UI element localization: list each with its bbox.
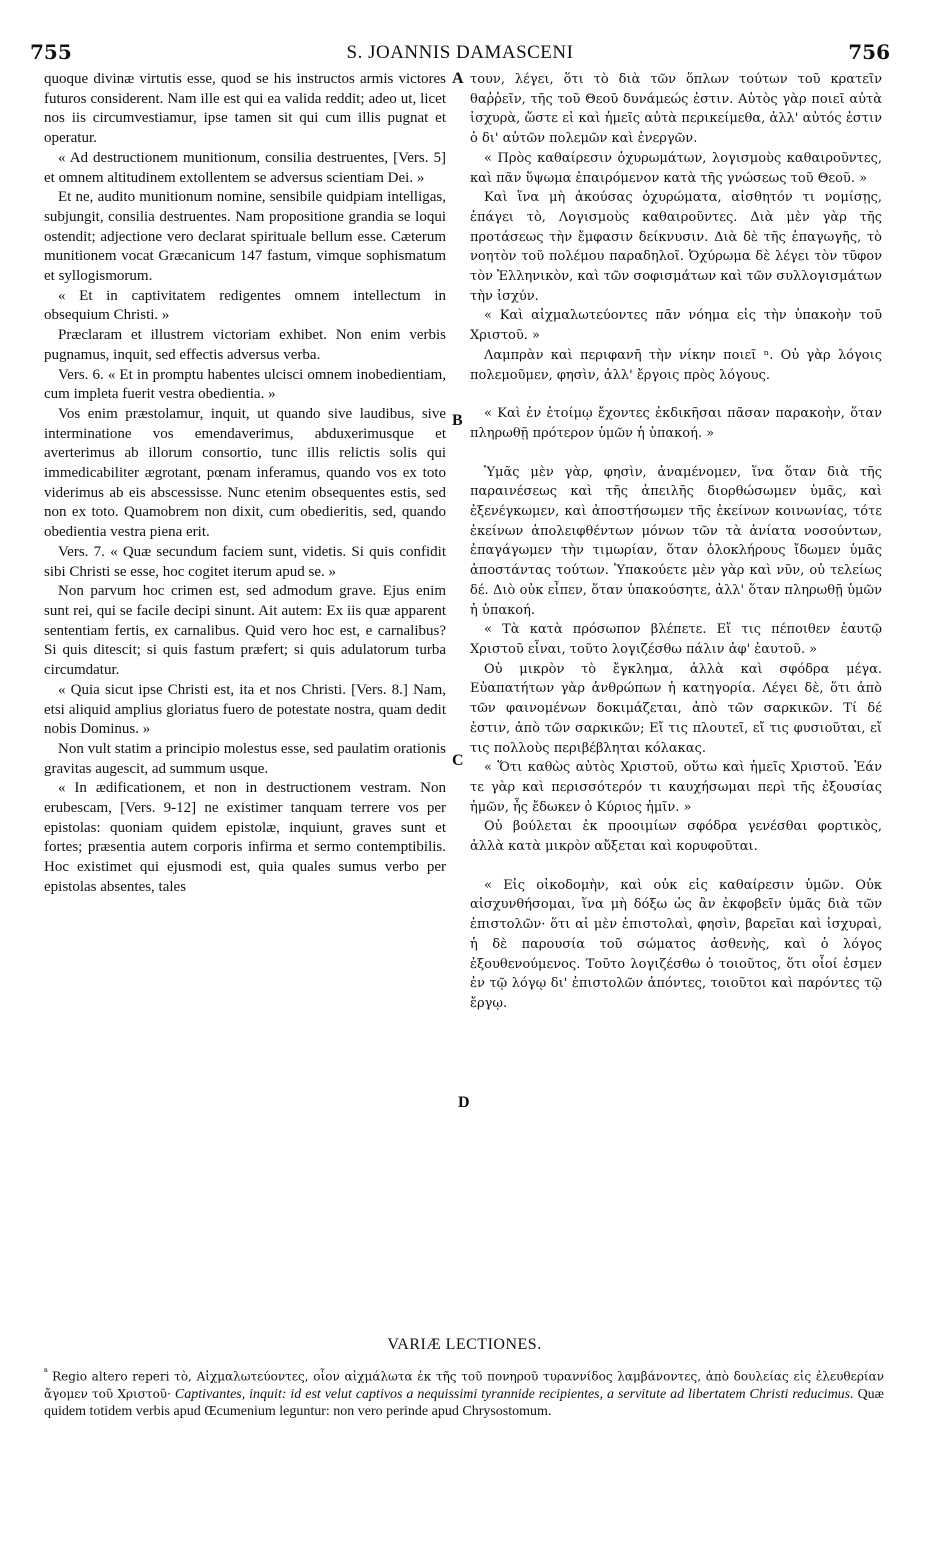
margin-marker-b: B xyxy=(452,412,463,429)
latin-paragraph: Non vult statim a principio molestus esse, sed paulatim orationis gravitas augescit, ad summum usque. xyxy=(44,740,446,777)
footnote-closing-text: Quæ quidem totidem verbis apud Œcumenium leguntur: non vero perinde apud Chrysostomum. xyxy=(44,1386,885,1419)
latin-paragraph: « In ædificationem, et non in destructionem vestram. Non erubescam, [Vers. 9-12] ne existimer tanquam terrere vos per epistolas: quoniam quidem epistolæ, inquiunt, graves sunt et fortes; præsentia autem corporis infirma et sermo contemptibilis. Hoc existimet qui ejusmodi est, quia quales sumus verbo per epistolas absentes, tales xyxy=(44,780,446,895)
running-title: S. JOANNIS DAMASCENI xyxy=(346,42,574,63)
latin-paragraph: Præclaram et illustrem victoriam exhibet. Non enim verbis pugnamus, inquit, sed effectis adversus verba. xyxy=(44,327,446,363)
greek-paragraph: « Καὶ ἐν ἑτοίμῳ ἔχοντες ἐκδικῆσαι πᾶσαν παρακοὴν, ὅταν πληρωθῇ πρότερον ὑμῶν ἡ ὑπακοή. » xyxy=(470,406,882,441)
latin-paragraph: « Et in captivitatem redigentes omnem intellectum in obsequium Christi. » xyxy=(44,287,446,324)
greek-paragraph: τουν, λέγει, ὅτι τὸ διὰ τῶν ὅπλων τούτων τοῦ κρατεῖν θαῤῥεῖν, τῆς τοῦ Θεοῦ δυνάμεώς ἐστιν. Αὐτὸς γὰρ ποιεῖ αὐτὰ ἰσχυρὰ, ὥστε εἰ καὶ ἡμεῖς αὐτὰ περικείμεθα, ἀλλ' αὐτός ἐστιν ὁ δι' αὐτῶν πολεμῶν καὶ ἐνεργῶν. xyxy=(470,72,882,147)
greek-paragraph: « Τὰ κατὰ πρόσωπον βλέπετε. Εἴ τις πέποιθεν ἑαυτῷ Χριστοῦ εἶναι, τοῦτο λογιζέσθω πάλιν ἀφ' ἑαυτοῦ. » xyxy=(470,622,882,657)
right-page-number: 756 xyxy=(848,40,890,64)
greek-paragraph: Οὐ μικρὸν τὸ ἔγκλημα, ἀλλὰ καὶ σφόδρα μέγα. Εὐαπατήτων γὰρ ἀνθρώπων ἡ κατηγορία. Λέγει δὲ, ὅτι ἀπὸ τῶν φαινομένων δοκιμάζεται, ἀπὸ τῶν σαρκικῶν. Τί δέ ἐστιν, ἀπὸ τῶν σαρκικῶν; Εἴ τις πλουτεῖ, εἴ τις φυσιοῦται, εἴ τις πολλοὺς περιβέβληται κόλακας. xyxy=(470,661,882,756)
greek-paragraph: « Πρὸς καθαίρεσιν ὀχυρωμάτων, λογισμοὺς καθαιροῦντες, καὶ πᾶν ὕψωμα ἐπαιρόμενον κατὰ τῆς γνώσεως τοῦ Θεοῦ. » xyxy=(470,150,882,186)
latin-column xyxy=(44,70,446,1325)
latin-paragraph: Vers. 6. « Et in promptu habentes ulcisci omnem inobedientiam, cum impleta fuerit vestra obedientia. » xyxy=(44,366,446,403)
margin-marker-d: D xyxy=(458,1094,470,1111)
greek-paragraph: Καὶ ἵνα μὴ ἀκούσας ὀχυρώματα, αἰσθητόν τι νομίσῃς, ἐπάγει τὸ, Λογισμοὺς καθαιροῦντες. Διὰ μὲν γὰρ τῆς προτάσεως τὴν ἔμφασιν δείκνυσιν. Διὰ δὲ τῆς ἐπαγωγῆς, τὸ νοητὸν τοῦ πολέμου παραδηλοῖ. Ὀχύρωμα δὲ λέγει τὸν τῦφον τὸν Ἑλληνικὸν, καὶ τῶν σοφισμάτων καὶ τῶν συλλογισμάτων τὴν ἰσχύν. xyxy=(470,190,882,304)
greek-paragraph: « Καὶ αἰχμαλωτεύοντες πᾶν νόημα εἰς τὴν ὑπακοὴν τοῦ Χριστοῦ. » xyxy=(470,308,882,344)
footnote-latin-italic: Captivantes, inquit: id est velut captivos a nequissimi tyrannide recipientes, a servitute ad libertatem Christi reducimus. xyxy=(174,1386,854,1402)
latin-paragraph: « Quia sicut ipse Christi est, ita et nos Christi. [Vers. 8.] Nam, etsi aliquid amplius gloriatus fuero de potestate nostra, quam dedit nobis Dominus. » xyxy=(44,681,446,738)
greek-paragraph: « Εἰς οἰκοδομὴν, καὶ οὐκ εἰς καθαίρεσιν ὑμῶν. Οὐκ αἰσχυνθήσομαι, ἵνα μὴ δόξω ὡς ἂν ἐκφοβεῖν ὑμᾶς διὰ τῶν ἐπιστολῶν· ὅτι αἱ μὲν ἐπιστολαὶ, φησὶν, βαρεῖαι καὶ ἰσχυραὶ, ἡ δὲ παρουσία τοῦ σώματος ἀσθενὴς, καὶ ὁ λόγος ἐξουθενούμενος. Τοῦτο λογιζέσθω ὁ τοιοῦτος, ὅτι οἷοί ἐσμεν ἐν τῷ λόγῳ δι' ἐπιστολῶν ἀπόντες, τοιοῦτοι καὶ παρόντες τῷ ἔργῳ. xyxy=(470,877,882,1011)
latin-paragraph: Non parvum hoc crimen est, sed admodum grave. Ejus enim sunt rei, qui se facile decipi sinunt. Ait autem: Ex iis quæ apparent sententiam fertis, ex carnalibus. Quid vero hoc est, e carnalibus? Si quis ditescit; si quis fastum præfert; si quis adulatorum turba circumdatur. xyxy=(44,583,446,679)
footnote xyxy=(44,1363,884,1420)
latin-paragraph: Vos enim præstolamur, inquit, ut quando sive laudibus, sive interminatione vos emendaverimus, abduxerimusque et averterimus ab illorum consortio, tunc illis relictis solis qui immedicabiliter ægrotant, pœnam inferamus, quando vos ex toto viderimus ab eis abscessisse. Nunc etenim obsequentes estis, sed non ex toto. Quamobrem non dixit, cum obedieritis, sed, quando obedientia vestra piena erit. xyxy=(44,405,446,541)
latin-paragraph: Et ne, audito munitionum nomine, sensibile quidpiam intelligas, subjungit, consilia destruentes. Nam propositione grandia se loqui ostendit; adjectione vero declarat spirituale bellum esse. Cæterum munitionem vocat Græcanicum 147 fastum, vimque sophismatum et syllogismorum. xyxy=(44,189,446,285)
greek-paragraph: Λαμπρὰν καὶ περιφανῆ τὴν νίκην ποιεῖ ⁿ. Οὐ γὰρ λόγοις πολεμοῦμεν, φησὶν, ἀλλ' ἔργοις πρὸς λόγους. xyxy=(470,347,882,383)
greek-paragraph: Ὑμᾶς μὲν γὰρ, φησὶν, ἀναμένομεν, ἵνα ὅταν διὰ τῆς παραινέσεως καὶ τῆς ἀπειλῆς διορθώσωμεν ὑμᾶς, καὶ ἐξενέγκωμεν, καὶ ἀποστήσωμεν τῆς ἐκείνων κοινωνίας, τότε ἐκείνων ἀπολειφθέντων μόνων τῶν τὰ ἀνίατα νοσούντων, ἐπαγάγωμεν τὴν τιμωρίαν, ὅταν ὁλοκλήρους ἴδωμεν ὑμᾶς ἀποστάντας τούτων. Ὑπακούετε μὲν γὰρ καὶ νῦν, οὐ τελείως δέ. Διὸ οὐκ εἶπεν, ὅταν ὑπακούσητε, ἀλλ' ὅταν πληρωθῇ ὑμῶν ἡ ὑπακοή. xyxy=(470,464,882,618)
margin-marker-c: C xyxy=(452,752,464,769)
latin-paragraph: Vers. 7. « Quæ secundum faciem sunt, videtis. Si quis confidit sibi Christi se esse, hoc cogitet iterum apud se. » xyxy=(44,543,446,580)
latin-paragraph: quoque divinæ virtutis esse, quod se his instructos armis victores futuros considerent. Nam ille est qui ea valida reddit; adeo ut, licet nos iis circumvestiamur, ipse tamen sit qui cum illis pugnat et operatur. xyxy=(44,71,446,147)
footnote-mark: ⁿ xyxy=(44,1365,48,1378)
running-header xyxy=(30,40,890,70)
latin-paragraph: « Ad destructionem munitionum, consilia destruentes, [Vers. 5] et omnem altitudinem extollentem se adversus scientiam Dei. » xyxy=(44,149,446,186)
footnote-greek-text: Regio altero reperi τὸ, Αἰχμαλωτεύοντες, οἷον αἰχμάλωτα ἐκ τῆς τοῦ πονηροῦ τυραννίδος λαμβάνοντες, ἀπὸ δουλείας εἰς ἐλευθερίαν ἄγομεν τοῦ Χριστοῦ· xyxy=(44,1369,884,1401)
variae-lectiones-heading: VARIÆ LECTIONES. xyxy=(387,1336,542,1353)
greek-paragraph: Οὐ βούλεται ἐκ προοιμίων σφόδρα γενέσθαι φορτικὸς, ἀλλὰ κατὰ μικρὸν αὔξεται καὶ κορυφοῦται. xyxy=(470,819,882,855)
greek-paragraph: « Ὅτι καθὼς αὐτὸς Χριστοῦ, οὕτω καὶ ἡμεῖς Χριστοῦ. Ἐάν τε γὰρ καὶ περισσότερόν τι καυχήσωμαι περὶ τῆς ἐξουσίας ἡμῶν, ἧς ἔδωκεν ὁ Κύριος ἡμῖν. » xyxy=(470,760,882,815)
greek-column xyxy=(470,70,882,1325)
margin-marker-a: A xyxy=(452,70,464,87)
left-page-number: 755 xyxy=(30,40,72,64)
